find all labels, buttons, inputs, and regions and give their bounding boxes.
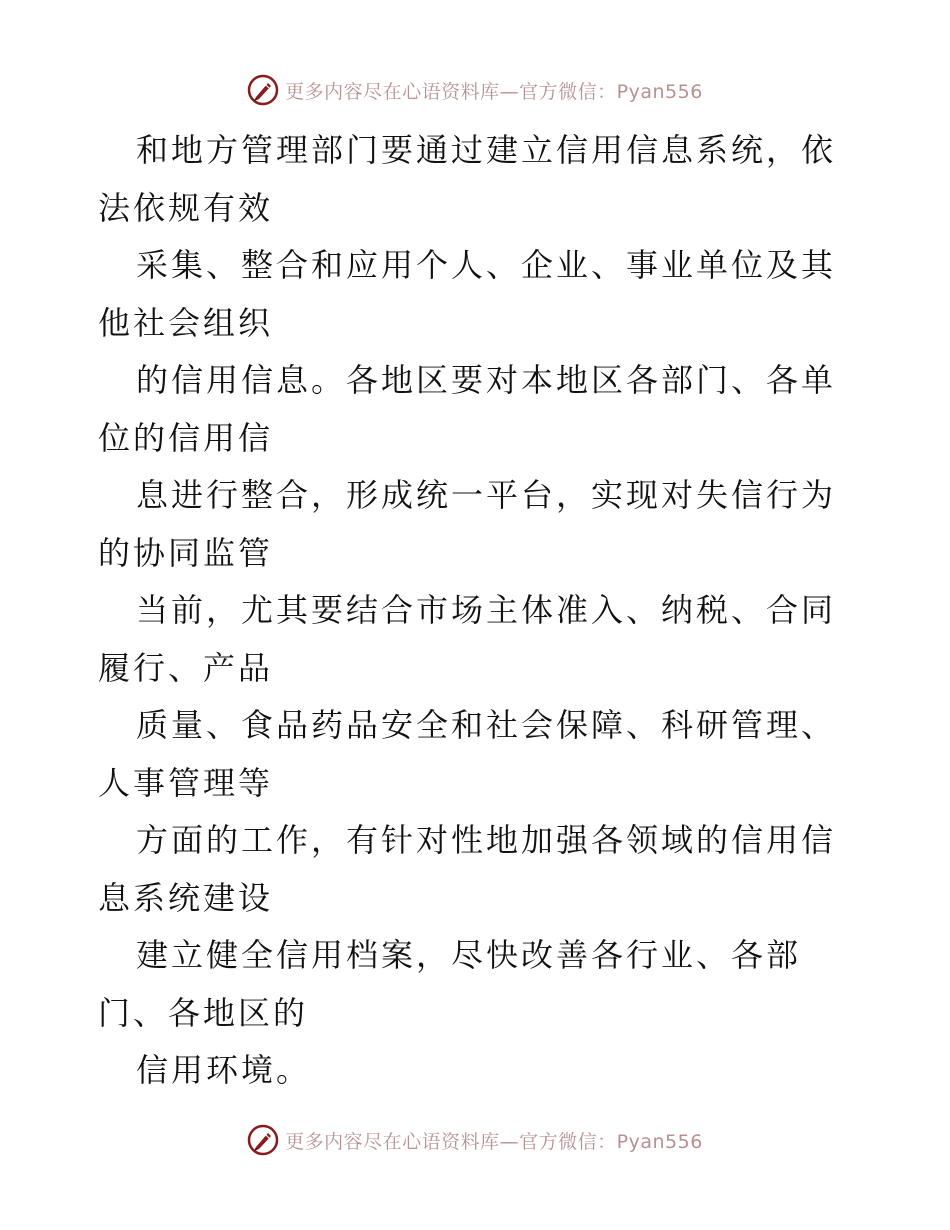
header-banner [0, 70, 950, 110]
paragraph-7: 方面的工作，有针对性地加强各领域的信用信息系统建设 [98, 821, 837, 917]
paragraph-6: 质量、食品药品安全和社会保障、科研管理、人事管理等 [98, 706, 837, 802]
paragraph-2: 采集、整合和应用个人、企业、事业单位及其他社会组织 [98, 246, 837, 342]
paragraph-8: 建立健全信用档案，尽快改善各行业、各部门、各地区的 [98, 936, 802, 1032]
paragraph-9: 信用环境。 [136, 1051, 312, 1089]
paragraph-4: 息进行整合，形成统一平台，实现对失信行为的协同监管 [98, 476, 837, 572]
footer-banner-text: 更多内容尽在心语资料库—官方微信：Pyan556 [285, 1130, 703, 1153]
paragraph-3: 的信用信息。各地区要对本地区各部门、各单位的信用信 [98, 361, 837, 457]
paragraph-5: 当前，尤其要结合市场主体准入、纳税、合同履行、产品 [98, 591, 837, 687]
footer-banner [0, 1120, 950, 1160]
document-body [98, 122, 858, 1100]
quill-pen-logo-icon [247, 1124, 279, 1156]
paragraph-1: 和地方管理部门要通过建立信用信息系统，依法依规有效 [98, 131, 837, 227]
header-banner-text: 更多内容尽在心语资料库—官方微信：Pyan556 [285, 80, 703, 103]
quill-pen-logo-icon [247, 74, 279, 106]
